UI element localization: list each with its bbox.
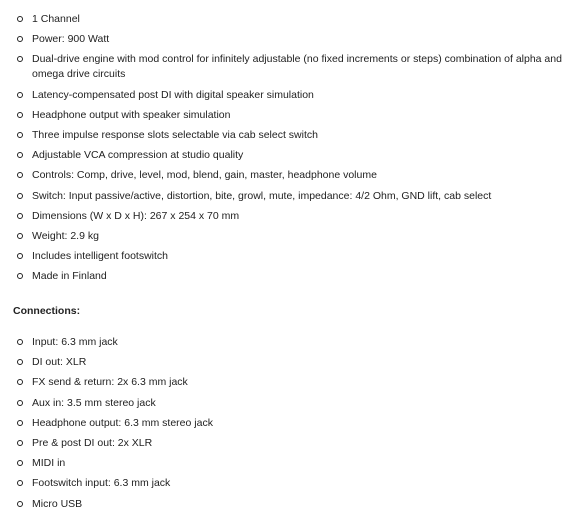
list-item-text: Footswitch input: 6.3 mm jack [32,477,171,490]
list-item-text: Power: 900 Watt [32,33,110,46]
circle-bullet-icon [17,273,23,279]
circle-bullet-icon [17,400,23,406]
circle-bullet-icon [17,112,23,118]
list-item-text: Input: 6.3 mm jack [32,336,118,348]
circle-bullet-icon [17,440,23,446]
circle-bullet-icon [17,460,23,466]
list-item [0,396,575,411]
list-item-text: Micro USB [32,497,83,510]
circle-bullet-icon [17,213,23,219]
list-item [0,52,575,82]
circle-bullet-icon [17,420,23,426]
list-item-text: Dual-drive engine with mod control for infinitely adjustable (no fixed increments or steps) combination of alpha and omega drive circuits [32,53,562,81]
circle-bullet-icon [17,233,23,239]
circle-bullet-icon [17,339,23,345]
list-item [0,108,575,123]
list-item [0,355,575,370]
list-item-text: DI out: XLR [32,356,87,369]
list-item [0,32,575,47]
list-item [0,456,575,471]
list-item [0,209,575,224]
list-item [0,497,575,512]
circle-bullet-icon [17,501,23,507]
circle-bullet-icon [17,359,23,365]
list-item-text: Aux in: 3.5 mm stereo jack [32,396,156,409]
list-item-text: Switch: Input passive/active, distortion, bite, growl, mute, impedance: 4/2 Ohm, GND lift, cab select [32,189,492,202]
list-item-text: FX send & return: 2x 6.3 mm jack [32,376,188,389]
list-item [0,128,575,143]
list-item [0,12,575,27]
circle-bullet-icon [17,92,23,98]
list-item-text: 1 Channel [32,13,80,25]
list-item [0,335,575,350]
circle-bullet-icon [17,152,23,158]
circle-bullet-icon [17,480,23,486]
list-item [0,189,575,204]
list-item-text: Headphone output with speaker simulation [32,108,231,121]
list-item-text: Three impulse response slots selectable via cab select switch [32,128,318,141]
list-item-text: Weight: 2.9 kg [32,229,99,242]
circle-bullet-icon [17,379,23,385]
list-item [0,269,575,284]
connections-heading: Connections: [13,305,81,317]
list-item [0,375,575,390]
list-item-text: Latency-compensated post DI with digital speaker simulation [32,88,314,101]
circle-bullet-icon [17,193,23,199]
list-item [0,168,575,183]
list-item [0,148,575,163]
circle-bullet-icon [17,132,23,138]
list-item-text: Made in Finland [32,270,107,283]
list-item [0,436,575,451]
circle-bullet-icon [17,36,23,42]
circle-bullet-icon [17,253,23,259]
list-item [0,229,575,244]
list-item-text: Includes intelligent footswitch [32,250,168,263]
list-item [0,249,575,264]
list-item-text: Pre & post DI out: 2x XLR [32,436,153,449]
list-item-text: Controls: Comp, drive, level, mod, blend, gain, master, headphone volume [32,169,377,182]
list-item-text: Headphone output: 6.3 mm stereo jack [32,416,213,429]
list-item [0,416,575,431]
circle-bullet-icon [17,16,23,22]
circle-bullet-icon [17,172,23,178]
list-item [0,476,575,491]
list-item [0,88,575,103]
list-item-text: Dimensions (W x D x H): 267 x 254 x 70 mm [32,209,240,222]
list-item-text: Adjustable VCA compression at studio quality [32,149,244,162]
circle-bullet-icon [17,56,23,62]
connections-list [0,335,575,517]
list-item-text: MIDI in [32,457,66,470]
